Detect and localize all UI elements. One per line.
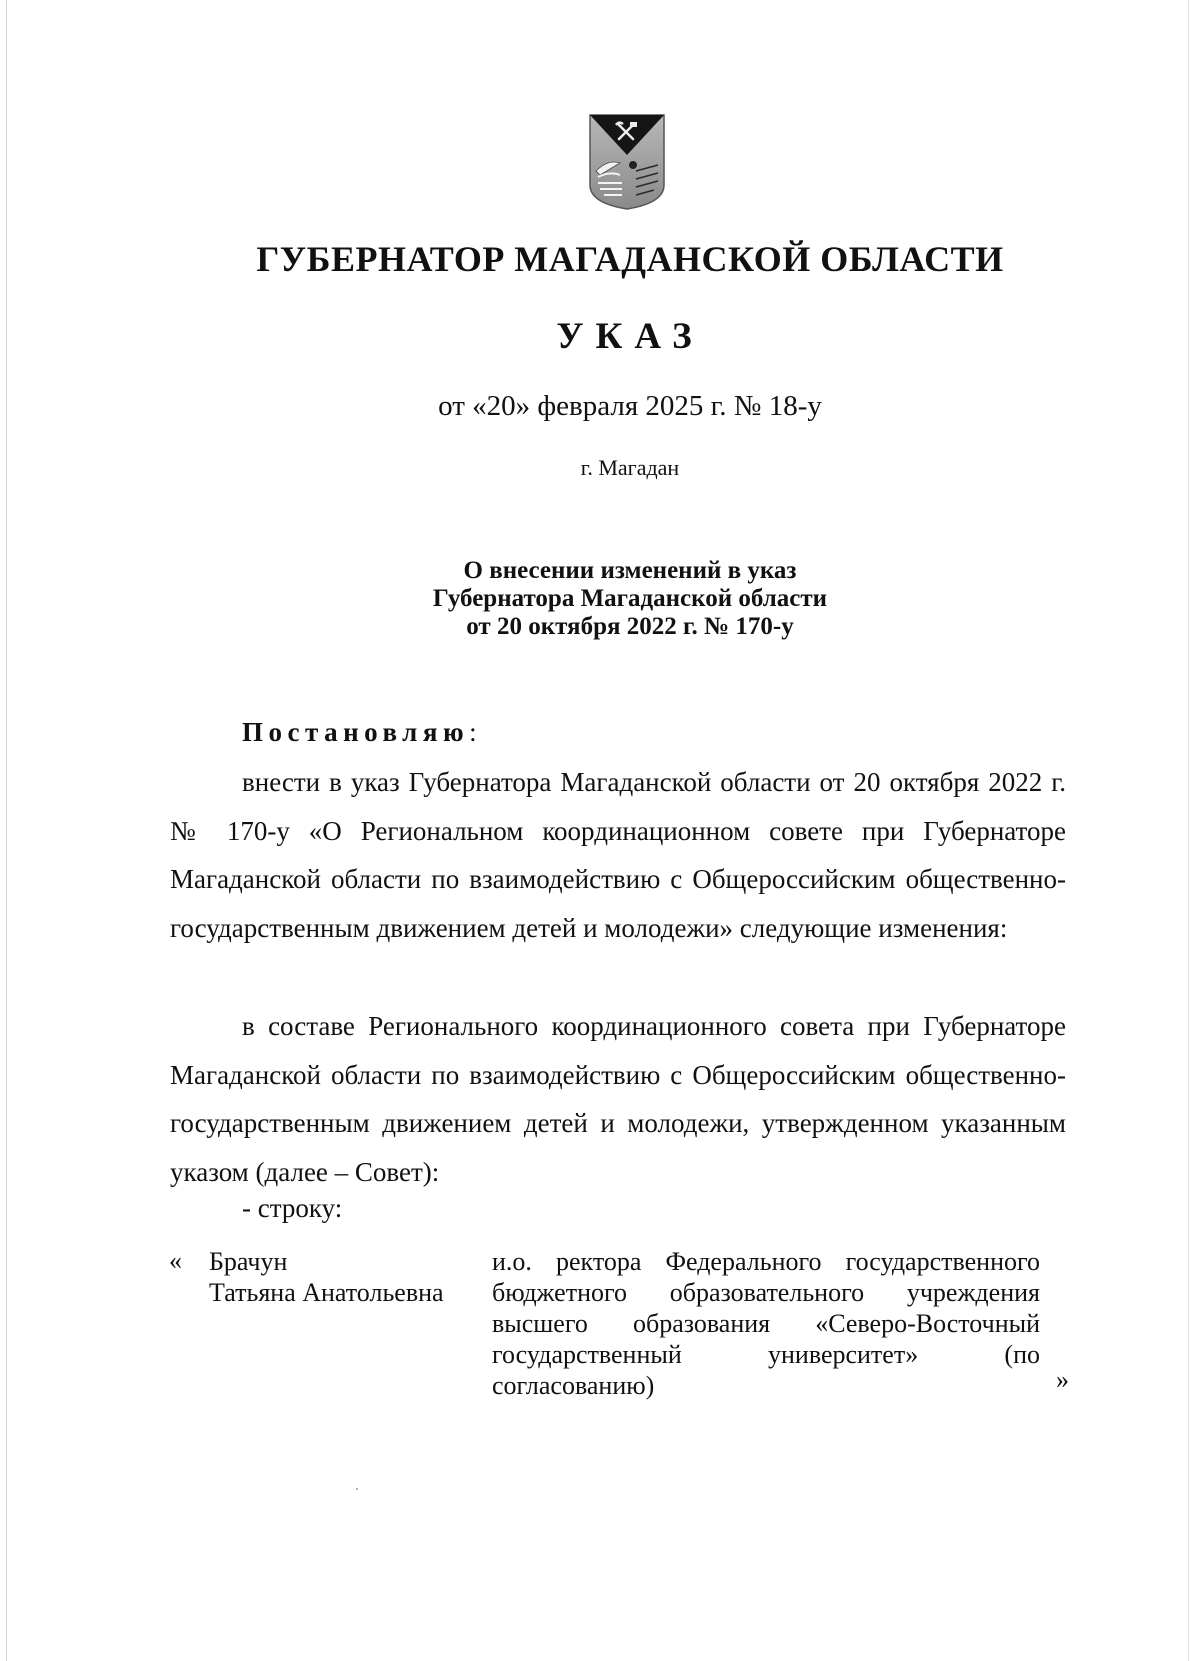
magadan-oblast-coat-of-arms-icon bbox=[588, 113, 666, 211]
member-position: и.о. ректора Федерального государственного бюджетного образовательного учреждения высшего образования «Северо-Восточный государственный университет» (по согласованию) bbox=[492, 1247, 1040, 1400]
member-open-quote: « bbox=[169, 1246, 182, 1275]
member-name bbox=[209, 1246, 479, 1308]
document-title-line-2: Губернатора Магаданской области bbox=[432, 585, 828, 612]
document-title-line-3: от 20 октября 2022 г. № 170-у bbox=[466, 613, 794, 640]
scan-speck bbox=[356, 1488, 358, 1490]
item-label: - строку: bbox=[242, 1193, 343, 1223]
body-paragraph-1: внести в указ Губернатора Магаданской области от 20 октября 2022 г. № 170-у «О Региональном координационном совете при Губернаторе Магаданской области по взаимодействию с Общероссийским общественно-государственным движением детей и молодежи» следующие изменения: bbox=[170, 767, 1066, 943]
decree-colon: : bbox=[469, 717, 477, 747]
member-close-quote: » bbox=[1056, 1365, 1069, 1394]
document-city: г. Магадан bbox=[580, 455, 680, 480]
body-paragraph-2: в составе Регионального координационного совета при Губернаторе Магаданской области по взаимодействию с Общероссийским общественно-государственным движением детей и молодежи, утвержденном указанным указом (далее – Совет): bbox=[170, 1011, 1066, 1187]
decree-word: Постановляю bbox=[242, 717, 470, 747]
document-date-number: от «20» февраля 2025 г. № 18-у bbox=[438, 390, 822, 422]
member-surname: Брачун bbox=[209, 1247, 288, 1276]
document-type: УКАЗ bbox=[556, 316, 704, 357]
document-title bbox=[0, 557, 1200, 641]
member-given-names: Татьяна Анатольевна bbox=[209, 1278, 444, 1307]
document-title-line-1: О внесении изменений в указ bbox=[463, 557, 797, 584]
issuing-authority: ГУБЕРНАТОР МАГАДАНСКОЙ ОБЛАСТИ bbox=[256, 239, 1004, 279]
decree-verb bbox=[242, 717, 477, 748]
